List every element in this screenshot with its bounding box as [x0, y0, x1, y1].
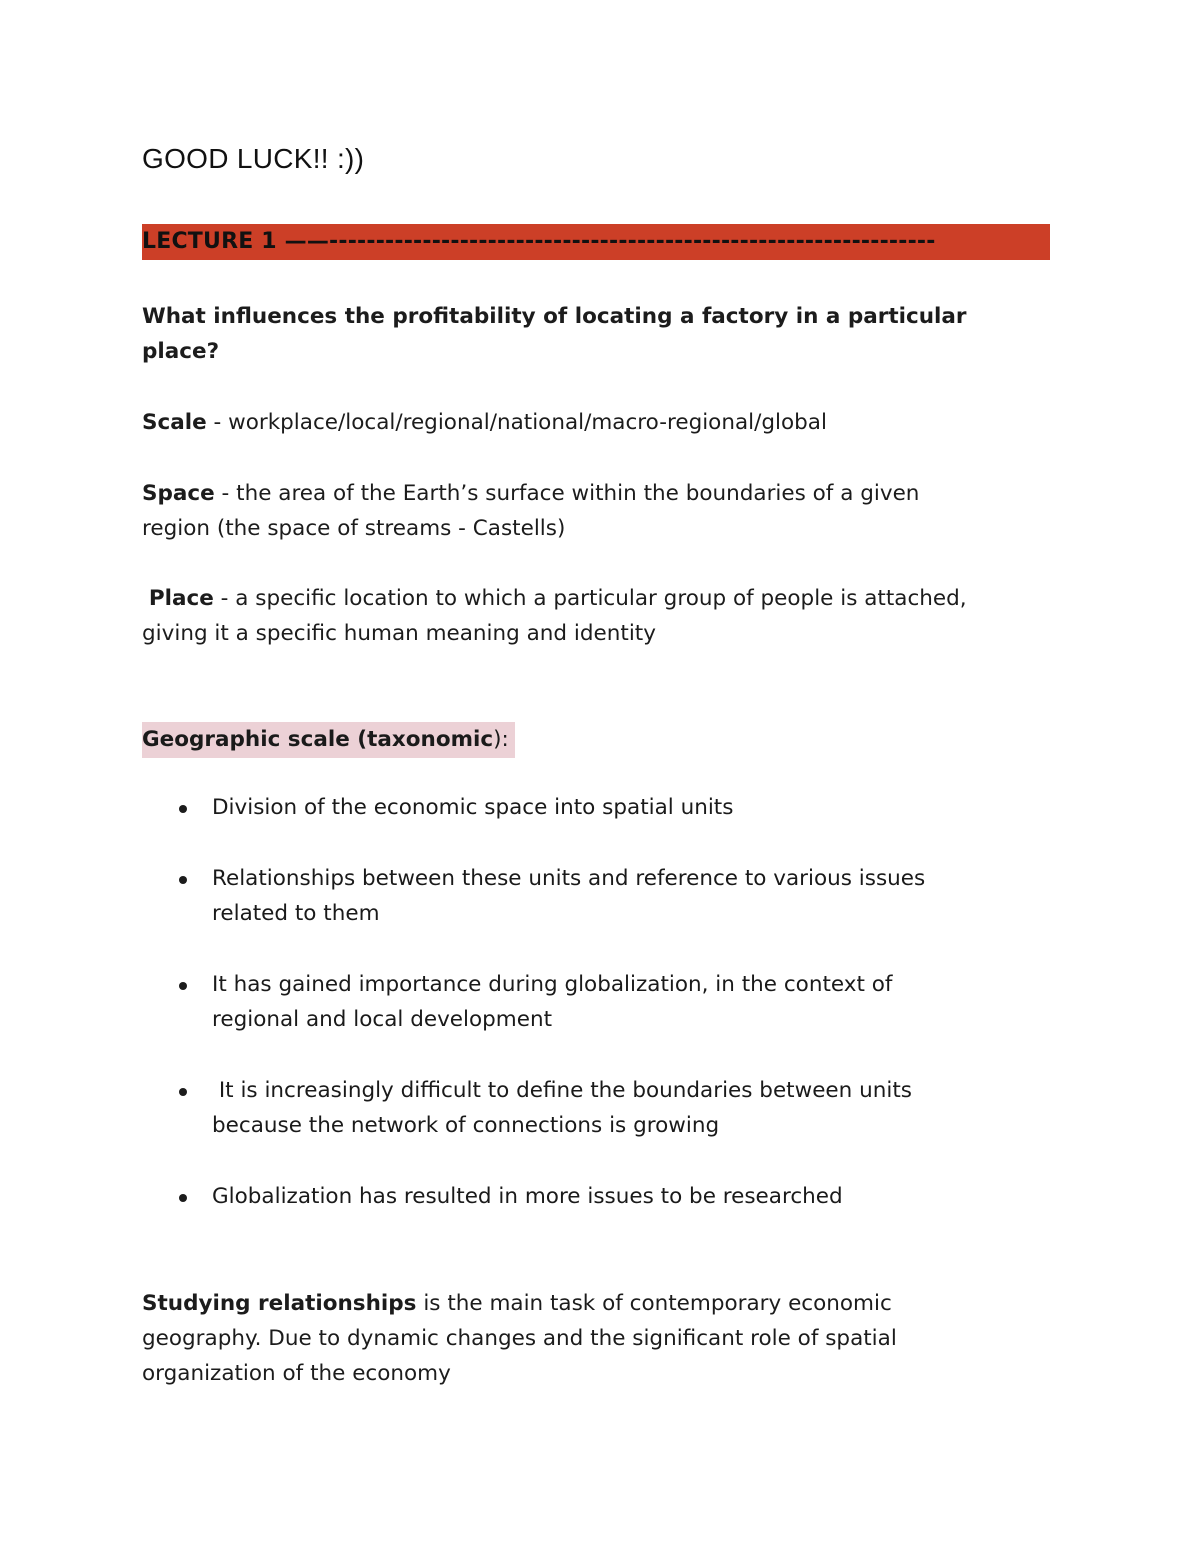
studying-line-1: is the main task of contemporary economic: [416, 1291, 892, 1316]
scale-text: - workplace/local/regional/national/macro-regional/global: [206, 410, 827, 435]
list-item-line-1: It is increasingly difficult to define the boundaries between units: [212, 1078, 912, 1103]
page-title: GOOD LUCK!! :)): [142, 143, 365, 174]
list-item: [142, 967, 1052, 1037]
space-term: Space: [142, 481, 215, 506]
question-line-1: What influences the profitability of locating a factory in a particular: [142, 304, 967, 329]
list-item-line-2: related to them: [212, 901, 380, 926]
list-item-line-1: Globalization has resulted in more issues to be researched: [212, 1184, 843, 1209]
space-text-line-2: region (the space of streams - Castells): [142, 516, 566, 541]
geographic-scale-suffix: ):: [493, 727, 509, 752]
list-item-line-1: Relationships between these units and reference to various issues: [212, 866, 926, 891]
scale-term: Scale: [142, 410, 207, 435]
space-text-line-1: - the area of the Earth’s surface within the boundaries of a given: [214, 481, 920, 506]
list-item: [142, 790, 1052, 825]
bullet-icon: [179, 805, 187, 813]
scale-definition: [142, 405, 1052, 440]
space-definition: [142, 476, 1052, 546]
list-item-line-1: Division of the economic space into spatial units: [212, 795, 734, 820]
place-text-line-2: giving it a specific human meaning and identity: [142, 621, 656, 646]
bullet-icon: [179, 982, 187, 990]
question-line-2: place?: [142, 339, 220, 364]
studying-line-2: geography. Due to dynamic changes and the significant role of spatial: [142, 1326, 897, 1351]
list-item: [142, 861, 1052, 931]
place-text-line-1: - a specific location to which a particular group of people is attached,: [213, 586, 967, 611]
geographic-scale-term: Geographic scale (taxonomic: [142, 727, 494, 752]
question-paragraph: [142, 299, 1052, 369]
geographic-scale-heading: [142, 722, 515, 758]
list-item: [142, 1179, 1052, 1214]
lecture-heading: LECTURE 1 ——-----------------------------------------------------------------: [142, 229, 936, 254]
lecture-heading-bar: [142, 224, 1050, 260]
studying-term: Studying relationships: [142, 1291, 417, 1316]
geographic-scale-list: [142, 790, 1052, 1250]
place-definition: [142, 581, 1052, 651]
place-lead-space: [142, 586, 149, 611]
place-term: Place: [148, 586, 214, 611]
list-item-line-2: because the network of connections is growing: [212, 1113, 720, 1138]
studying-line-3: organization of the economy: [142, 1361, 451, 1386]
studying-relationships-paragraph: [142, 1286, 1052, 1391]
list-item-line-2: regional and local development: [212, 1007, 553, 1032]
bullet-icon: [179, 1194, 187, 1202]
list-item-line-1: It has gained importance during globalization, in the context of: [212, 972, 893, 997]
bullet-icon: [179, 876, 187, 884]
bullet-icon: [179, 1088, 187, 1096]
list-item: [142, 1073, 1052, 1143]
